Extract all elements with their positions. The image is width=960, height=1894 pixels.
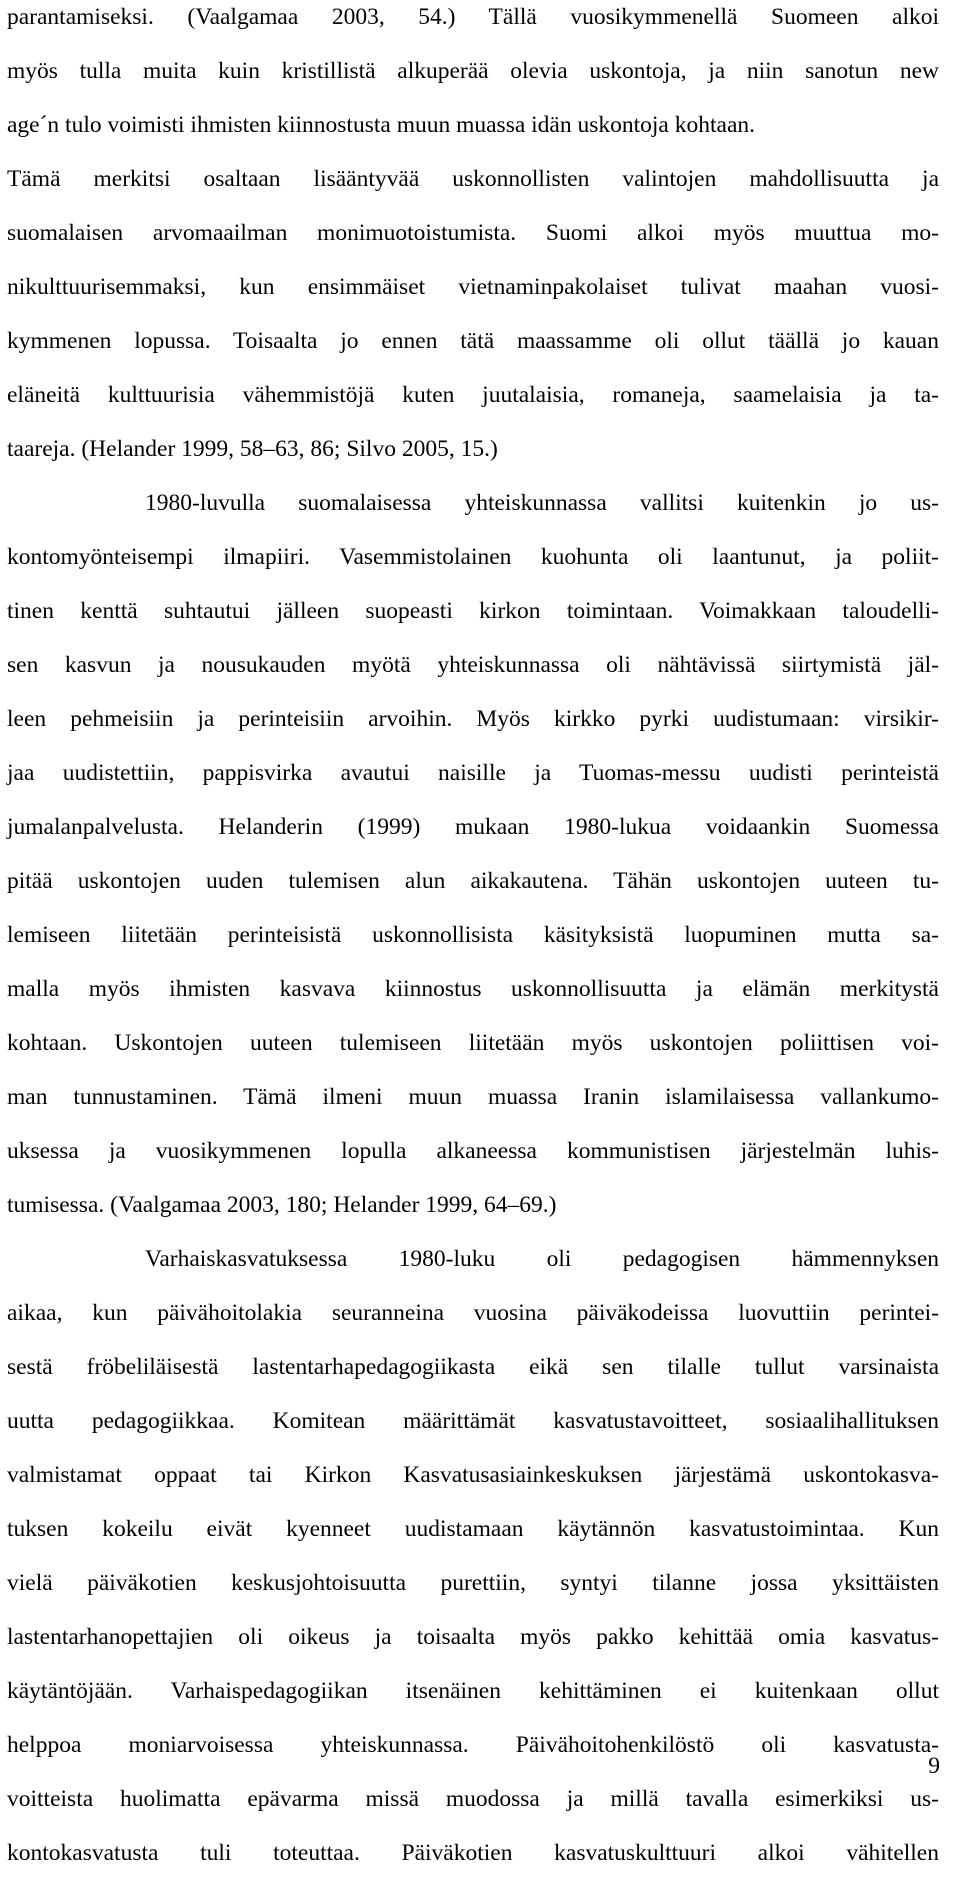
text-line: nikulttuurisemmaksi, kun ensimmäiset vietnaminpakolaiset tulivat maahan vuosi-: [7, 274, 939, 300]
text-line: tumisessa. (Vaalgamaa 2003, 180; Helander 1999, 64–69.): [7, 1192, 557, 1218]
text-line: uksessa ja vuosikymmenen lopulla alkaneessa kommunistisen järjestelmän luhis-: [7, 1138, 939, 1164]
text-line: age´n tulo voimisti ihmisten kiinnostusta muun muassa idän uskontoja kohtaan.: [7, 112, 756, 138]
text-line: taareja. (Helander 1999, 58–63, 86; Silvo 2005, 15.): [7, 436, 498, 462]
text-line: man tunnustaminen. Tämä ilmeni muun muassa Iranin islamilaisessa vallankumo-: [7, 1084, 939, 1110]
text-line: valmistamat oppaat tai Kirkon Kasvatusasiainkeskuksen järjestämä uskontokasva-: [7, 1462, 939, 1488]
text-line: lemiseen liitetään perinteisistä uskonnollisista käsityksistä luopuminen mutta sa-: [7, 922, 939, 948]
text-line: sen kasvun ja nousukauden myötä yhteiskunnassa oli nähtävissä siirtymistä jäl-: [7, 652, 939, 678]
text-line: leen pehmeisiin ja perinteisiin arvoihin. Myös kirkko pyrki uudistumaan: virsikir-: [7, 706, 939, 732]
text-line: pitää uskontojen uuden tulemisen alun aikakautena. Tähän uskontojen uuteen tu-: [7, 868, 939, 894]
text-line: kontokasvatusta tuli toteuttaa. Päiväkotien kasvatuskulttuuri alkoi vähitellen: [7, 1840, 939, 1866]
text-line: vielä päiväkotien keskusjohtoisuutta purettiin, syntyi tilanne jossa yksittäisten: [7, 1570, 939, 1596]
text-line: eläneitä kulttuurisia vähemmistöjä kuten juutalaisia, romaneja, saamelaisia ja ta-: [7, 382, 939, 408]
text-line: aikaa, kun päivähoitolakia seuranneina vuosina päiväkodeissa luovuttiin perintei-: [7, 1300, 939, 1326]
body-text: [7, 4, 939, 1894]
text-line: parantamiseksi. (Vaalgamaa 2003, 54.) Tällä vuosikymmenellä Suomeen alkoi: [7, 4, 939, 30]
text-line: Tämä merkitsi osaltaan lisääntyvää uskonnollisten valintojen mahdollisuutta ja: [7, 166, 939, 192]
text-line: sestä fröbeliläisestä lastentarhapedagogiikasta eikä sen tilalle tullut varsinaista: [7, 1354, 939, 1380]
text-line: helppoa moniarvoisessa yhteiskunnassa. Päivähoitohenkilöstö oli kasvatusta-: [7, 1732, 939, 1758]
text-line: 1980-luvulla suomalaisessa yhteiskunnassa vallitsi kuitenkin jo us-: [145, 490, 939, 516]
text-line: käytäntöjään. Varhaispedagogiikan itsenäinen kehittäminen ei kuitenkaan ollut: [7, 1678, 939, 1704]
text-line: suomalaisen arvomaailman monimuotoistumista. Suomi alkoi myös muuttua mo-: [7, 220, 939, 246]
text-line: jaa uudistettiin, pappisvirka avautui naisille ja Tuomas-messu uudisti perinteistä: [7, 760, 939, 786]
text-line: uutta pedagogiikkaa. Komitean määrittämät kasvatustavoitteet, sosiaalihallituksen: [7, 1408, 939, 1434]
text-line: tinen kenttä suhtautui jälleen suopeasti kirkon toimintaan. Voimakkaan taloudelli-: [7, 598, 939, 624]
text-line: myös tulla muita kuin kristillistä alkuperää olevia uskontoja, ja niin sanotun new: [7, 58, 939, 84]
text-line: kontomyönteisempi ilmapiiri. Vasemmistolainen kuohunta oli laantunut, ja poliit-: [7, 544, 939, 570]
page-number: 9: [928, 1753, 940, 1779]
text-line: Varhaiskasvatuksessa 1980-luku oli pedagogisen hämmennyksen: [145, 1246, 939, 1272]
text-line: tuksen kokeilu eivät kyenneet uudistamaan käytännön kasvatustoimintaa. Kun: [7, 1516, 939, 1542]
text-line: lastentarhanopettajien oli oikeus ja toisaalta myös pakko kehittää omia kasvatus-: [7, 1624, 939, 1650]
text-line: voitteista huolimatta epävarma missä muodossa ja millä tavalla esimerkiksi us-: [7, 1786, 939, 1812]
text-line: malla myös ihmisten kasvava kiinnostus uskonnollisuutta ja elämän merkitystä: [7, 976, 939, 1002]
text-line: kohtaan. Uskontojen uuteen tulemiseen liitetään myös uskontojen poliittisen voi-: [7, 1030, 939, 1056]
text-line: kymmenen lopussa. Toisaalta jo ennen tätä maassamme oli ollut täällä jo kauan: [7, 328, 939, 354]
text-line: jumalanpalvelusta. Helanderin (1999) mukaan 1980-lukua voidaankin Suomessa: [7, 814, 939, 840]
